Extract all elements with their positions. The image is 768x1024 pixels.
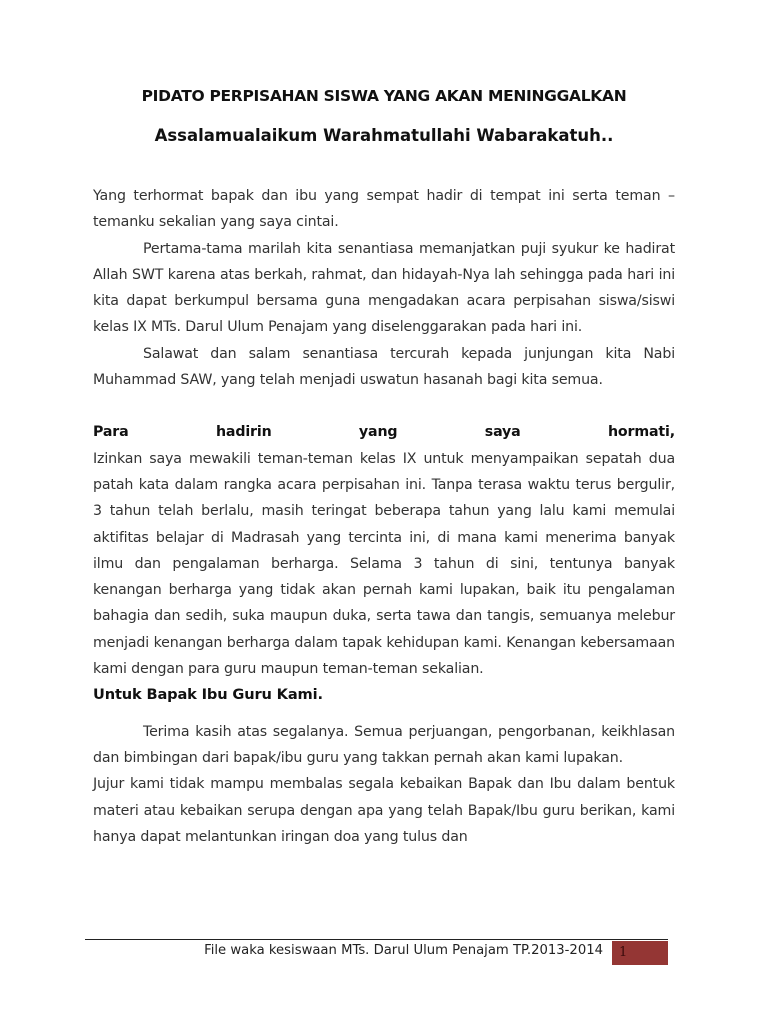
subheading-teachers: Untuk Bapak Ibu Guru Kami. xyxy=(93,686,323,704)
document-body xyxy=(93,183,675,850)
footer-divider xyxy=(85,939,668,940)
paragraph-opening: Yang terhormat bapak dan ibu yang sempat hadir di tempat ini serta teman – temanku sekalian yang saya cintai. xyxy=(93,188,675,231)
document-title: PIDATO PERPISAHAN SISWA YANG AKAN MENINGGALKAN xyxy=(141,87,627,105)
paragraph-honesty: Jujur kami tidak mampu membalas segala kebaikan Bapak dan Ibu dalam bentuk materi atau kebaikan serupa dengan apa yang telah Bapak/Ibu guru berikan, kami hanya dapat melantunkan iringan doa yang tulus dan xyxy=(93,776,675,845)
spacer xyxy=(93,393,675,419)
paragraph-praise: Pertama-tama marilah kita senantiasa memanjatkan puji syukur ke hadirat Allah SWT karena atas berkah, rahmat, dan hidayah-Nya lah sehingga pada hari ini kita dapat berkumpul bersama guna mengadakan acara perpisahan siswa/siswi kelas IX MTs. Darul Ulum Penajam yang diselenggarakan pada hari ini. xyxy=(93,240,675,336)
page-number-badge: 1 xyxy=(612,941,668,965)
paragraph-salawat: Salawat dan salam senantiasa tercurah kepada junjungan kita Nabi Muhammad SAW, yang telah menjadi uswatun hasanah bagi kita semua. xyxy=(93,345,675,389)
paragraph-thanks: Terima kasih atas segalanya. Semua perjuangan, pengorbanan, keikhlasan dan bimbingan dari bapak/ibu guru yang takkan pernah akan kami lupakan. xyxy=(93,723,675,766)
spacer xyxy=(93,709,675,719)
greeting-heading: Assalamualaikum Warahmatullahi Wabarakatuh.. xyxy=(154,126,614,145)
subheading-audience: Para hadirin yang saya hormati, xyxy=(93,424,675,441)
paragraph-memories: Izinkan saya mewakili teman-teman kelas IX untuk menyampaikan sepatah dua patah kata dalam rangka acara perpisahan ini. Tanpa terasa waktu terus bergulir, 3 tahun telah berlalu, masih teringat beberapa tahun yang lalu kami memulai aktifitas belajar di Madrasah yang tercinta ini, di mana kami menerima banyak ilmu dan pengalaman berharga. Selama 3 tahun di sini, tentunya banyak kenangan berharga yang tidak akan pernah kami lupakan, baik itu pengalaman bahagia dan sedih, suka maupun duka, serta tawa dan tangis, semuanya melebur menjadi kenangan berharga dalam tapak kehidupan kami. Kenangan kebersamaan kami dengan para guru maupun teman-teman sekalian. xyxy=(93,450,675,678)
footer-text: File waka kesiswaan MTs. Darul Ulum Penajam TP.2013-2014 xyxy=(204,943,603,958)
